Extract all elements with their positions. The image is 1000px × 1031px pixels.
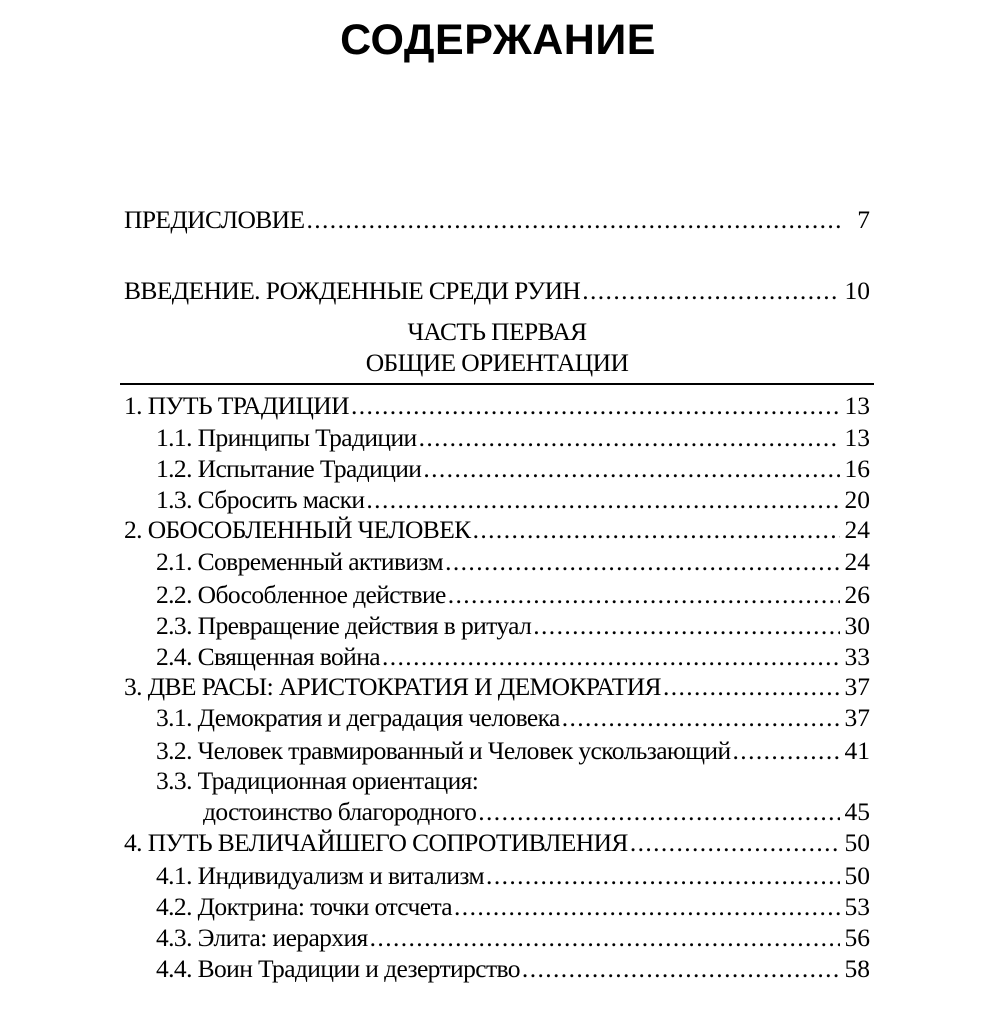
dot-leader xyxy=(448,579,840,610)
toc-entry-label: 1. ПУТЬ ТРАДИЦИИ xyxy=(124,391,349,420)
toc-entry-label: 2.2. Обособленное действие xyxy=(156,580,446,609)
part-divider-line xyxy=(120,383,874,385)
dot-leader xyxy=(582,275,840,306)
toc-section-2-4[interactable] xyxy=(156,641,870,672)
toc-entry-label: 1.3. Сбросить маски xyxy=(156,485,365,514)
toc-entry-label: 2.1. Современный активизм xyxy=(156,547,444,576)
toc-entry-label: 1.2. Испытание Традиции xyxy=(156,454,422,483)
dot-leader xyxy=(370,922,840,953)
toc-entry-label: 3.2. Человек травмированный и Человек ускользающий xyxy=(156,736,731,765)
toc-section-3-3-continuation[interactable] xyxy=(203,796,870,827)
toc-section-2-3[interactable] xyxy=(156,610,870,641)
toc-section-2-2[interactable] xyxy=(156,579,870,610)
toc-chapter-3[interactable] xyxy=(124,671,870,702)
toc-chapter-2[interactable] xyxy=(124,514,870,545)
toc-entry-label: 2.3. Превращение действия в ритуал xyxy=(156,611,532,640)
toc-section-3-1[interactable] xyxy=(156,702,870,733)
part-heading-line-1: ЧАСТЬ ПЕРВАЯ xyxy=(407,317,587,346)
dot-leader xyxy=(533,610,840,641)
toc-section-4-4[interactable] xyxy=(156,953,870,984)
toc-section-4-1[interactable] xyxy=(156,860,870,891)
dot-leader xyxy=(630,827,840,858)
toc-page-number: 24 xyxy=(844,515,870,544)
toc-entry-label: 2. ОБОСОБЛЕННЫЙ ЧЕЛОВЕК xyxy=(124,515,471,544)
dot-leader xyxy=(562,702,840,733)
dot-leader xyxy=(454,891,840,922)
dot-leader xyxy=(382,641,840,672)
toc-page-number: 24 xyxy=(844,547,870,576)
page-title: СОДЕРЖАНИЕ xyxy=(340,16,656,64)
toc-section-1-1[interactable] xyxy=(156,422,870,453)
table-of-contents xyxy=(124,0,870,1031)
dot-leader xyxy=(733,735,840,766)
toc-section-4-3[interactable] xyxy=(156,922,870,953)
toc-entry-preface[interactable] xyxy=(124,204,870,235)
dot-leader xyxy=(522,953,840,984)
dot-leader xyxy=(486,860,840,891)
toc-entry-label: 4.3. Элита: иерархия xyxy=(156,923,368,952)
toc-page-number: 13 xyxy=(844,423,870,452)
toc-entry-label: 2.4. Священная война xyxy=(156,642,380,671)
dot-leader xyxy=(351,390,840,421)
toc-page-number: 41 xyxy=(844,736,870,765)
toc-page-number: 58 xyxy=(844,954,870,983)
dot-leader xyxy=(445,546,840,577)
dot-leader xyxy=(423,453,840,484)
toc-page-number: 56 xyxy=(844,923,870,952)
toc-page-number: 33 xyxy=(844,642,870,671)
toc-chapter-4[interactable] xyxy=(124,827,870,858)
toc-page-number: 30 xyxy=(844,611,870,640)
dot-leader xyxy=(419,422,840,453)
toc-entry-label: 4.2. Доктрина: точки отсчета xyxy=(156,892,453,921)
toc-section-4-2[interactable] xyxy=(156,891,870,922)
toc-page-number: 26 xyxy=(844,580,870,609)
toc-entry-label: 1.1. Принципы Традиции xyxy=(156,423,417,452)
toc-entry-label: ВВЕДЕНИЕ. РОЖДЕННЫЕ СРЕДИ РУИН xyxy=(124,276,581,305)
toc-section-1-3[interactable] xyxy=(156,484,870,515)
toc-page-number: 50 xyxy=(844,861,870,890)
toc-page-number: 45 xyxy=(844,797,870,826)
toc-page-number: 53 xyxy=(844,892,870,921)
toc-entry-label: достоинство благородного xyxy=(203,797,477,826)
part-heading-line-2: ОБЩИЕ ОРИЕНТАЦИИ xyxy=(365,348,629,377)
toc-section-1-2[interactable] xyxy=(156,453,870,484)
toc-page-number: 10 xyxy=(844,276,870,305)
dot-leader xyxy=(663,671,840,702)
toc-page-number: 13 xyxy=(844,391,870,420)
toc-entry-label: ПРЕДИСЛОВИЕ xyxy=(124,205,305,234)
toc-page-number: 7 xyxy=(857,205,870,234)
toc-entry-label: 4.4. Воин Традиции и дезертирство xyxy=(156,954,520,983)
toc-chapter-1[interactable] xyxy=(124,390,870,421)
toc-entry-label: 3.3. Традиционная ориентация: xyxy=(156,766,479,795)
toc-page-number: 37 xyxy=(844,703,870,732)
dot-leader xyxy=(478,796,840,827)
toc-entry-label: 4.1. Индивидуализм и витализм xyxy=(156,861,485,890)
toc-section-3-2[interactable] xyxy=(156,735,870,766)
toc-page-number: 50 xyxy=(844,828,870,857)
toc-page-number: 20 xyxy=(844,485,870,514)
toc-section-3-3[interactable] xyxy=(156,765,870,796)
toc-page-number: 16 xyxy=(844,454,870,483)
dot-leader xyxy=(306,204,840,235)
dot-leader xyxy=(366,484,840,515)
dot-leader xyxy=(473,514,840,545)
toc-entry-label: 3. ДВЕ РАСЫ: АРИСТОКРАТИЯ И ДЕМОКРАТИЯ xyxy=(124,672,661,701)
toc-entry-label: 3.1. Демократия и деградация человека xyxy=(156,703,560,732)
toc-entry-label: 4. ПУТЬ ВЕЛИЧАЙШЕГО СОПРОТИВЛЕНИЯ xyxy=(124,828,628,857)
toc-page-number: 37 xyxy=(844,672,870,701)
toc-entry-introduction[interactable] xyxy=(124,275,870,306)
toc-section-2-1[interactable] xyxy=(156,546,870,577)
